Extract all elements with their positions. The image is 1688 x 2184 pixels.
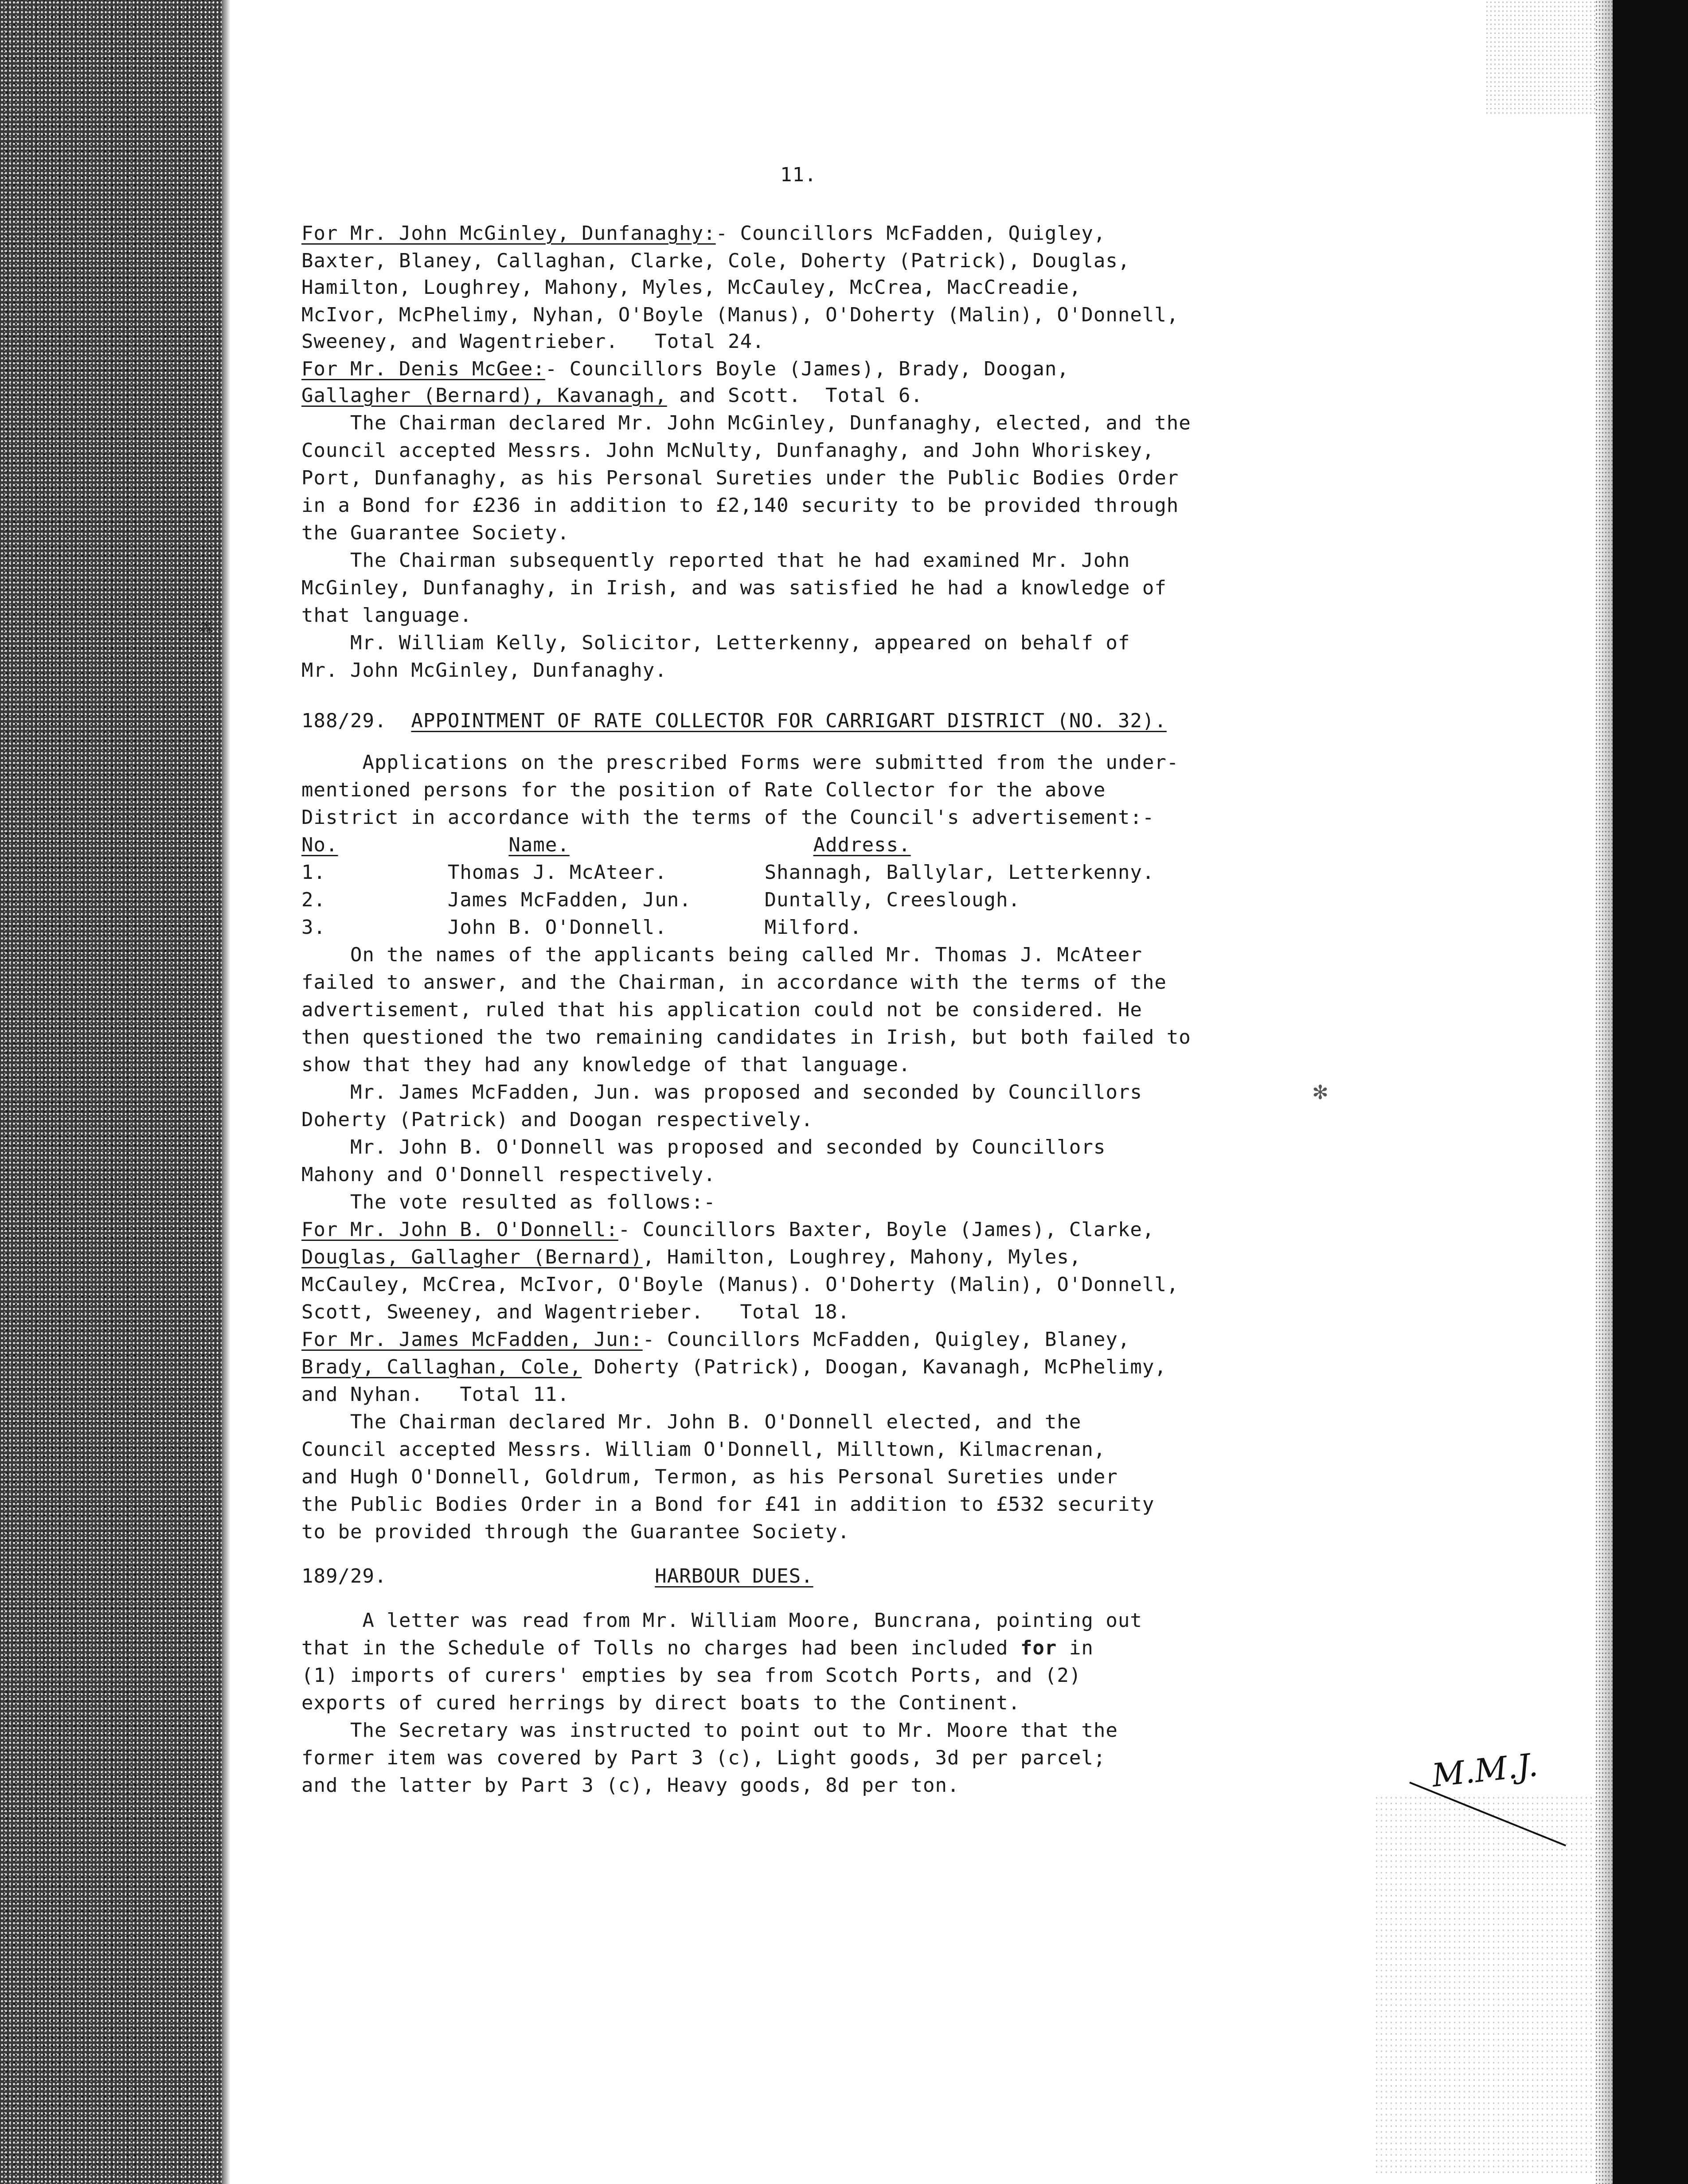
- text-line: [301, 916, 862, 940]
- text-segment: Council accepted Messrs. William O'Donnell, Milltown, Kilmacrenan,: [301, 1438, 1106, 1461]
- text-segment: No.: [301, 834, 338, 856]
- text-segment: that in the Schedule of Tolls no charges had been included: [301, 1637, 1020, 1659]
- text-segment: For Mr. James McFadden, Jun:: [301, 1328, 643, 1351]
- text-line: [301, 1300, 850, 1324]
- text-line: [301, 1691, 1020, 1715]
- text-line: [301, 1438, 1106, 1462]
- text-line: [301, 494, 1179, 518]
- text-segment: Name.: [508, 834, 570, 856]
- text-segment: mentioned persons for the position of Rate Collector for the above: [301, 779, 1106, 801]
- text-segment: in: [1057, 1637, 1094, 1659]
- text-segment: and Hugh O'Donnell, Goldrum, Termon, as his Personal Sureties under: [301, 1466, 1118, 1488]
- text-line: [301, 384, 923, 408]
- text-segment: show that they had any knowledge of that language.: [301, 1053, 911, 1076]
- text-line: [301, 861, 1154, 885]
- text-segment: and Scott. Total 6.: [667, 384, 923, 407]
- text-line: [301, 1328, 1130, 1352]
- text-line: [301, 751, 1179, 775]
- text-segment: exports of cured herrings by direct boats to the Continent.: [301, 1692, 1020, 1714]
- text-segment: 1. Thomas J. McAteer. Shannagh, Ballylar, Letterkenny.: [301, 861, 1155, 884]
- scanner-left-margin: [0, 0, 222, 2184]
- page-number: 11.: [780, 164, 817, 186]
- text-segment: The Chairman subsequently reported that he had examined Mr. John: [301, 549, 1130, 572]
- text-line: [301, 971, 1167, 994]
- text-segment: to be provided through the Guarantee Society.: [301, 1521, 850, 1543]
- text-segment: the Guarantee Society.: [301, 522, 570, 544]
- text-segment: McIvor, McPhelimy, Nyhan, O'Boyle (Manus), O'Doherty (Malin), O'Donnell,: [301, 304, 1179, 326]
- text-line: [301, 1609, 1142, 1633]
- text-segment: The Chairman declared Mr. John B. O'Donnell elected, and the: [301, 1411, 1082, 1433]
- text-segment: McGinley, Dunfanaghy, in Irish, and was satisfied he had a knowledge of: [301, 577, 1167, 599]
- text-segment: Mahony and O'Donnell respectively.: [301, 1163, 716, 1186]
- text-line: [301, 1245, 1081, 1269]
- text-segment: - Councillors McFadden, Quigley,: [715, 222, 1106, 245]
- text-line: [301, 576, 1167, 600]
- text-segment: that language.: [301, 604, 472, 627]
- text-segment: Address.: [813, 834, 911, 856]
- text-segment: Mr. James McFadden, Jun. was proposed and seconded by Councillors: [301, 1081, 1142, 1104]
- text-line: [301, 1465, 1118, 1489]
- text-line: [301, 1719, 1118, 1743]
- text-line: [301, 439, 1154, 463]
- text-line: [301, 411, 1191, 435]
- text-segment: 189/29.: [301, 1565, 655, 1587]
- text-segment: advertisement, ruled that his application could not be considered. He: [301, 998, 1142, 1021]
- text-line: [301, 1355, 1167, 1379]
- text-segment: Doherty (Patrick) and Doogan respectively.: [301, 1108, 813, 1131]
- text-line: [301, 631, 1130, 655]
- scanner-right-margin: [1613, 0, 1688, 2184]
- text-segment: The Secretary was instructed to point out to Mr. Moore that the: [301, 1719, 1118, 1742]
- text-line: [301, 357, 1069, 381]
- text-segment: Doherty (Patrick), Doogan, Kavanagh, McPhelimy,: [582, 1356, 1167, 1378]
- text-line: [301, 276, 1081, 300]
- scan-speckle-top: [1485, 0, 1596, 115]
- text-segment: On the names of the applicants being called Mr. Thomas J. McAteer: [301, 944, 1142, 966]
- text-segment: Applications on the prescribed Forms were submitted from the under-: [301, 751, 1179, 774]
- text-line: [301, 1053, 911, 1077]
- text-segment: [570, 834, 813, 856]
- text-line: [301, 1493, 1154, 1517]
- text-line: [301, 806, 1154, 830]
- text-line: [301, 1383, 570, 1407]
- text-segment: for: [1020, 1637, 1057, 1659]
- text-segment: For Mr. John McGinley, Dunfanaghy:: [301, 222, 716, 245]
- text-segment: the Public Bodies Order in a Bond for £41 in addition to £532 security: [301, 1493, 1155, 1516]
- text-segment: (1) imports of curers' empties by sea from Scotch Ports, and (2): [301, 1664, 1082, 1687]
- scan-speckle-bottom: [1374, 1795, 1596, 2176]
- text-segment: in a Bond for £236 in addition to £2,140 security to be provided through: [301, 494, 1179, 517]
- text-line: [301, 888, 1020, 912]
- text-segment: - Councillors Boyle (James), Brady, Doogan,: [545, 358, 1069, 380]
- text-segment: The Chairman declared Mr. John McGinley, Dunfanaghy, elected, and the: [301, 412, 1191, 434]
- text-segment: 188/29.: [301, 710, 411, 732]
- text-line: [301, 521, 570, 545]
- text-segment: Hamilton, Loughrey, Mahony, Myles, McCauley, McCrea, MacCreadie,: [301, 276, 1082, 299]
- text-segment: then questioned the two remaining candidates in Irish, but both failed to: [301, 1026, 1191, 1049]
- text-segment: For Mr. John B. O'Donnell:: [301, 1218, 618, 1241]
- text-line: [301, 998, 1142, 1022]
- text-segment: Sweeney, and Wagentrieber. Total 24.: [301, 330, 765, 353]
- text-segment: failed to answer, and the Chairman, in accordance with the terms of the: [301, 971, 1167, 994]
- text-line: [301, 1135, 1106, 1159]
- text-segment: District in accordance with the terms of the Council's advertisement:-: [301, 806, 1155, 829]
- text-line: [301, 709, 1167, 733]
- text-line: [301, 1410, 1081, 1434]
- asterisk-mark-icon: ⁂: [199, 620, 213, 636]
- text-segment: A letter was read from Mr. William Moore, Buncrana, pointing out: [301, 1609, 1142, 1632]
- text-segment: Brady, Callaghan, Cole,: [301, 1356, 582, 1378]
- text-line: [301, 778, 1106, 802]
- text-line: [301, 330, 765, 354]
- text-line: [301, 1190, 716, 1214]
- text-segment: - Councillors McFadden, Quigley, Blaney,: [642, 1328, 1130, 1351]
- text-line: [301, 1636, 1094, 1660]
- text-line: [301, 1218, 1154, 1242]
- text-segment: Baxter, Blaney, Callaghan, Clarke, Cole, Doherty (Patrick), Douglas,: [301, 250, 1130, 272]
- text-line: [301, 549, 1130, 573]
- text-line: [301, 466, 1179, 490]
- text-line: [301, 943, 1142, 967]
- text-line: [301, 303, 1179, 327]
- text-segment: APPOINTMENT OF RATE COLLECTOR FOR CARRIGART DISTRICT (NO. 32).: [411, 710, 1167, 732]
- text-segment: and Nyhan. Total 11.: [301, 1383, 570, 1406]
- text-segment: 2. James McFadden, Jun. Duntally, Creeslough.: [301, 889, 1020, 911]
- text-line: [301, 1163, 716, 1187]
- text-line: [301, 222, 1106, 246]
- text-segment: and the latter by Part 3 (c), Heavy goods, 8d per ton.: [301, 1774, 960, 1797]
- text-line: [301, 1520, 850, 1544]
- text-segment: - Councillors Baxter, Boyle (James), Clarke,: [618, 1218, 1155, 1241]
- text-segment: Gallagher (Bernard), Kavanagh,: [301, 384, 667, 407]
- text-segment: The vote resulted as follows:-: [301, 1191, 716, 1213]
- asterisk-mark-icon: ✻: [1312, 1081, 1329, 1104]
- text-line: [301, 1108, 813, 1132]
- text-segment: Douglas, Gallagher (Bernard): [301, 1246, 643, 1268]
- text-segment: Scott, Sweeney, and Wagentrieber. Total 18.: [301, 1301, 850, 1323]
- text-segment: Mr. William Kelly, Solicitor, Letterkenny, appeared on behalf of: [301, 632, 1130, 654]
- text-segment: For Mr. Denis McGee:: [301, 358, 545, 380]
- text-segment: , Hamilton, Loughrey, Mahony, Myles,: [642, 1246, 1082, 1268]
- text-segment: 3. John B. O'Donnell. Milford.: [301, 916, 862, 939]
- text-line: [301, 1026, 1191, 1049]
- text-segment: Port, Dunfanaghy, as his Personal Sureties under the Public Bodies Order: [301, 467, 1179, 489]
- text-segment: former item was covered by Part 3 (c), Light goods, 3d per parcel;: [301, 1747, 1106, 1769]
- text-line: [301, 249, 1130, 273]
- text-segment: Council accepted Messrs. John McNulty, Dunfanaghy, and John Whoriskey,: [301, 439, 1155, 462]
- text-segment: Mr. John B. O'Donnell was proposed and seconded by Councillors: [301, 1136, 1106, 1158]
- text-segment: HARBOUR DUES.: [655, 1565, 813, 1587]
- text-line: [301, 833, 911, 857]
- text-segment: [338, 834, 508, 856]
- text-line: [301, 659, 667, 682]
- text-segment: Mr. John McGinley, Dunfanaghy.: [301, 659, 667, 682]
- text-line: [301, 1774, 959, 1798]
- text-segment: McCauley, McCrea, McIvor, O'Boyle (Manus). O'Doherty (Malin), O'Donnell,: [301, 1273, 1179, 1296]
- page-left-edge: [222, 0, 231, 2184]
- text-line: [301, 1080, 1142, 1104]
- handwritten-initials: M.M.J.: [1430, 1746, 1540, 1794]
- text-line: [301, 604, 472, 628]
- text-line: [301, 1664, 1081, 1688]
- text-line: [301, 1746, 1106, 1770]
- text-line: [301, 1273, 1179, 1297]
- text-line: [301, 1564, 813, 1588]
